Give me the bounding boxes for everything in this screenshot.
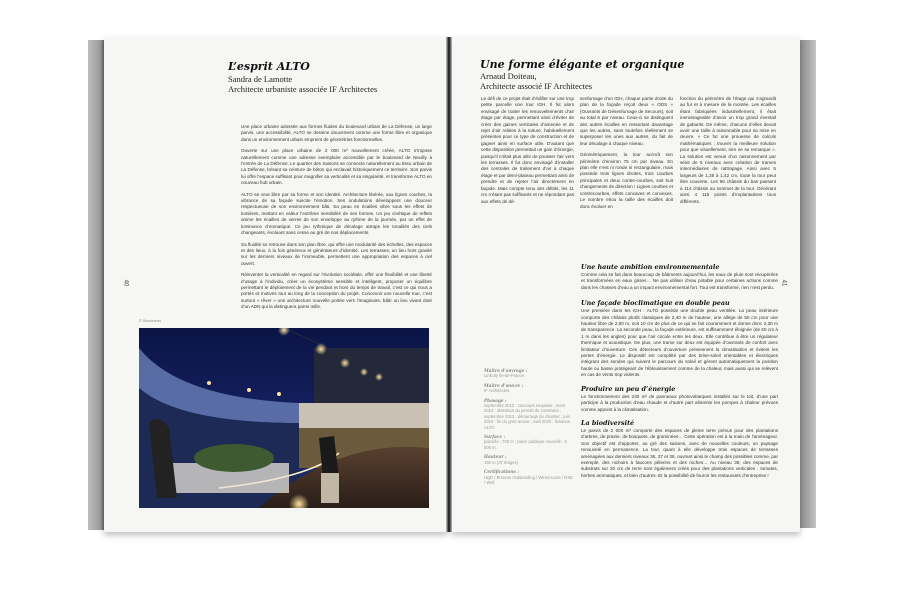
right-page-author: Arnaud Doiteau, (480, 71, 537, 81)
right-column-3 (680, 96, 776, 210)
fact-label: Phasage : (484, 397, 507, 403)
project-facts-sidebar (484, 364, 574, 485)
fact-value: HQE / Breeam Outstanding / Wired score / RSE / Well (484, 474, 573, 485)
paragraph: Sa fluidité se retrouve dans son plan libre, qui offre une modularité des échelles, des espaces et des lieux, à la fois généreux et générateurs d’identité. Les terrasses, un lieu hors gravité sur les derniers niveaux de l’immeuble, permettent une appropriation des espaces à ciel ouvert. (241, 241, 432, 266)
paragraph: fonction du périmètre de l’étage qui s’agrandit au fur et à mesure de la montée. Les écailles étant fabriquées industriellement, il était inenvisageable d’avoir un trop grand éventail de gabarits. De même, chacune d’elles devait avoir une taille à raisonnable pour sa mise en œuvre. « Ce fut une prouesse de calculs mathématiques : trouver la meilleure solution pour que visuellement, rien ne se remarque ». La solution est venue d’un raisonnement par série de 5 niveaux avec création de trames intermédiaires de rattrapage. Ainsi avec 5 largeurs de 1,38 à 1,42 cm, toute la tour peut être couverte. Les 96 châssis du bas passent à 114 châssis au sommet de la tour. Générant ainsi 4 115 points d’implantations tous différents. (680, 96, 776, 204)
paragraph: Une place urbaine adossée aux formes fluides du boulevard urbain de La Défense, un large parvis, une accessibilité, ALTO se dessine doucement comme une forme libre et organique dans un environnement urbain empreint de géométries fonctionnelles. (241, 124, 432, 142)
left-page-body (241, 124, 432, 316)
fact-label: Certifications : (484, 469, 519, 475)
rooftop-terrace-photo (139, 328, 429, 508)
right-page-title: Une forme élégante et organique (480, 58, 685, 71)
paragraph: senfumage d’un IGH, chaque partie droite du plan de la façade reçoit deux « ODS » (Ouvrants de Désenfumage de Secours), soit au total 6 par niveau. Ceux-ci se distinguent des autres écailles en ressortant davantage que les autres, sans toutefois réellement se superposer les unes aux autres, du fait de leur décalage à chaque niveau. (580, 96, 673, 146)
photo-credit: © Illuminens (139, 318, 162, 323)
paragraph: Le défi de ce projet était d’édifier sur une trop petite parcelle une tour IGH. Il fut alors envisagé de traiter les renouvellements d’air étage par étage, permettant ainsi d’éviter de créer des gaines verticales d’amenée et de rejet d’air reliées à la toiture, habituellement présentes pour ce type de construction et de gagner ainsi en surface utile. D’autant que cette disposition permettait un gain d’énergie, puisqu’il n’était plus utile de pousser l’air vers les terrasses. Il fut donc envisagé d’installer des centrales de traitement d’air à chaque étage et par demi-plateau permettant ainsi de prendre et de rejeter l’air directement en façade. Mais compte tenu des débits, les 11 cm n’étant pas suffisants et ne répondant pas aux effets de dé- (481, 96, 574, 204)
right-column-2 (580, 96, 673, 215)
fact-value: 150 m (37 étages) (484, 459, 518, 465)
right-column-1 (481, 96, 574, 210)
page-number-right: 41 (780, 279, 787, 287)
section-text: Le parvis de 2 000 m² comporte des espaces de pleine terre prévus pour des plantations d’arbres, de prairie, de bosquets, de graminées… Cette opération est à la main de l’aménageur. Son objectif est d’apporter, au gré des saisons, avec de nouvelles couleurs, un paysage renouvelé en permanence. La tour, quant à elle développe trois espaces de terrasses aménagées aux derniers niveaux 36, 37 et 38, ouvrant ainsi le champ des possibles comme, par exemple, des nichoirs à faucons pèlerins et des ruches… Au niveau 38, des espaces de substrats sur 20 cm de terre sont également créés pour des plantations verticales : tomates, herbes aromatiques, et bien d’autres. Et la possibilité de fournir les restaurants d’entreprise ! (581, 427, 778, 478)
section-heading: Produire un peu d’énergie (581, 384, 676, 393)
fact-value: septembre 2012 : concours esquisse ; mars 2013 : obtention du permis de construire ; septembre 2013 : démarrage du chantier ; juin 2019 : fin du gros œuvre ; avril 2020 : livraison ALTO (484, 403, 571, 430)
book-edge-right (798, 40, 816, 528)
fact-value: IF Architectes (484, 388, 510, 394)
left-page-title: L’esprit ALTO (228, 60, 310, 73)
right-page-sections (581, 263, 778, 484)
right-page-author-role: Architecte associé IF Architectes (480, 81, 593, 91)
left-page-author: Sandra de Lamotte (228, 74, 293, 84)
section-text: Comme cela se fait dans beaucoup de bâtiments aujourd’hui, les eaux de pluie sont récupérées et transformées en eaux grises… Ne pas utiliser d’eau potable pour certaines actions comme dans les chasses d’eau a un impact environnemental fort. Tout est transformé, rien n’est perdu. (581, 272, 778, 290)
section-environment (581, 263, 778, 291)
terrace-night-render (139, 328, 429, 508)
section-text: Une première dans les IGH : ALTO possède une double peau ventilée. La peau intérieure comporte des châssis plutôt classiques de 2,40 m de hauteur, une allège de 50 cm pour une hauteur libre de 2,80 m, soit 10 cm de plus de ce qui se fait couramment et donne donc 2,30 m de transparence. La seconde peau, la façade extérieure, est suffisamment éloignée (de 60 cm à 1 m dans les angles) pour que l’air circule entre les deux. Elle contribue à être un régulateur thermique et acoustique. De plus, une trame sur deux est équipée d’ouvrants de confort avec limitateur d’ouverture. Ces détecteurs d’ouverture préviennent la climatisation et évitent les pertes d’énergie. Le dispositif est complété par des brise-soleil orientables et électriques intégrant des sondes qui suivent le parcours du soleil et gèrent automatiquement la position haute ou basse protégeant de l’éblouissement comme de la chaleur, mais aussi qui se relèvent en cas de vents trop violents. (581, 308, 778, 378)
section-text: Le fonctionnement des 230 m² de panneaux photovoltaïques installés sur le toit, d’une part participe à la production d’eau chaude et d’autre part alimente les pompes à chaleur prévues comme appoint à la climatisation. (581, 393, 778, 412)
fact-label: Hauteur : (484, 454, 507, 460)
section-heading: La biodiversité (581, 418, 635, 427)
page-number-left: 40 (122, 279, 129, 287)
fact-label: Surface : (484, 434, 506, 440)
left-page-author-role: Architecte urbaniste associée IF Architectes (228, 84, 378, 94)
fact-label: Maître d’œuvre : (484, 382, 524, 388)
paragraph: Géométriquement, la tour accroît son périmètre d’environ 75 cm par niveau. En plan elle n’est ni ronde ni rectangulaire, mais possède trois lignes droites, trois courbes principales et deux contre-courbes, soit huit changements de direction ! Lignes courbes et contrecourbes, effets concaves et convexes. Le nombre et/ou la taille des écailles doit donc évoluer en (580, 152, 673, 209)
paragraph: Réinventer la verticalité en regard sur l’évolution sociétale, offrir une flexibilité et une liberté d’usage à l’individu, créer un écosystème sensible et intelligent, proposer un équilibre permettant le déploiement de la vie pendant et hors du temps de travail, c’est ce qui nous a portés et motivés tout au long de la conception du projet. Concevoir une nouvelle tour, c’est surtout « rêver » une architecture nouvelle portée vers l’imaginaire, bâtir un lieu vivant doté d’un ADN qui la distinguera parmi mille. (241, 272, 432, 310)
paragraph: ALTO se veut libre par sa forme et son identité. Architecture libérée, aux lignes courbes, la vibrance de sa façade suscite l’émotion. Ses ondulations développent une douceur respectueuse de son environnement bâti. Sa peau en écailles vibre sous les effets de lumières, mettant en valeur l’extrême sensibilité de ses formes. Un jeu cinétique de reflets anime les écailles de verres de son enveloppe au rythme de la journée, par un effet de luminance chromatique. Ce jeu rythmique de décalage attrape les tonalités des ciels changeants, évoluant sans cesse au gré de nos déplacements. (241, 191, 432, 236)
paragraph: Ouverte sur une place urbaine de 2 000 m² nouvellement créée, ALTO s’impose naturellement comme une adresse exemplaire accessible par le boulevard de Neuilly à l’entrée de La Défense. Le quartier des Saisons se connecte naturellement au tissu urbain de La Défense, brisant sa ceinture de béton qui enclavait historiquement ce territoire. Son parvis lui offre l’espace suffisant pour magnifier sa verticalité et sa singularité, et transforme ALTO en nouveau hub urbain. (241, 148, 432, 186)
fact-value: Linkcity Île-de-France (484, 373, 525, 379)
section-heading: Une haute ambition environnementale (581, 263, 720, 271)
fact-value: parcelle : 700 m ; place publique nouvelle : 2 000 m. (484, 439, 567, 450)
section-energy (581, 385, 778, 413)
section-heading: Une façade bioclimatique en double peau (581, 299, 730, 308)
section-facade (581, 299, 778, 378)
fact-label: Maître d’ouvrage : (484, 368, 528, 373)
section-biodiversity (581, 419, 778, 479)
